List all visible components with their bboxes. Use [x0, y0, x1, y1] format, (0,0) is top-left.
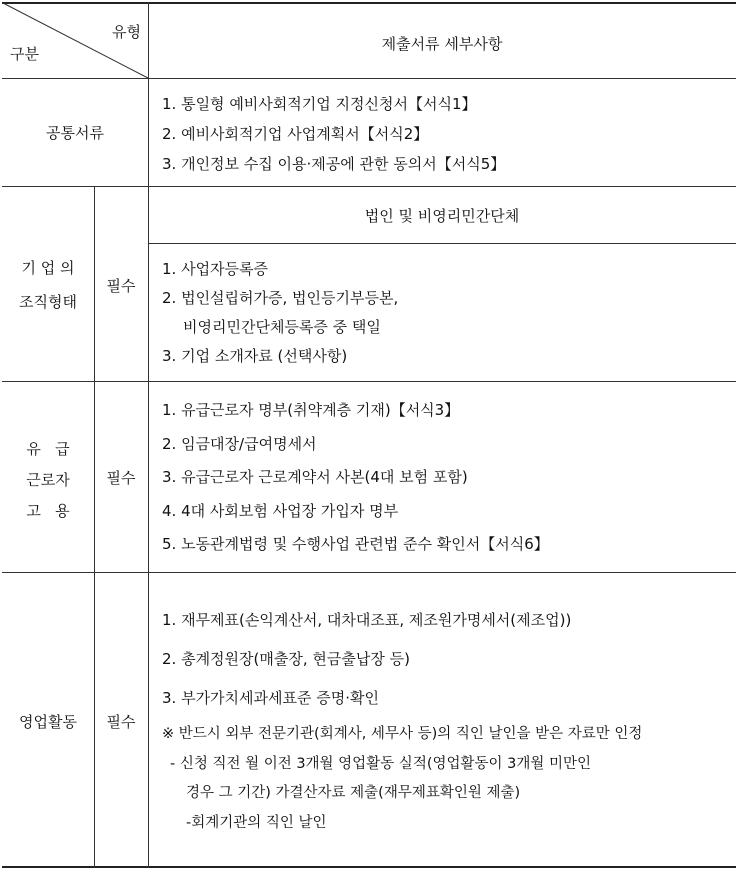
employment-label-line2: 근로자 [26, 471, 70, 489]
list-item: 1. 통일형 예비사회적기업 지정신청서【서식1】 [162, 95, 477, 113]
employment-required: 필수 [106, 469, 136, 487]
list-item: 5. 노동관계법령 및 수행사업 관련법 준수 확인서【서식6】 [162, 535, 549, 553]
type-label: 유형 [112, 23, 141, 41]
business-sub-note: - 신청 직전 월 이전 3개월 영업활동 실적(영업활동이 3개월 미만인 [170, 756, 591, 772]
business-note: ※ 반드시 외부 전문기관(회계사, 세무사 등)의 직인 날인을 받은 자료만 인정 [162, 726, 643, 742]
org-subheader: 법인 및 비영리민간단체 [364, 207, 520, 225]
business-required: 필수 [106, 713, 136, 731]
employment-label-line3: 고 용 [26, 502, 70, 520]
business-sub-note: -회계기관의 직인 날인 [186, 815, 327, 831]
list-item: 4. 4대 사회보험 사업장 가입자 명부 [162, 502, 399, 520]
list-item: 3. 개인정보 수집 이용·제공에 관한 동의서【서식5】 [162, 155, 506, 173]
list-item: 3. 기업 소개자료 (선택사항) [162, 347, 348, 365]
list-item: 1. 재무제표(손익계산서, 대차대조표, 제조원가명세서(제조업)) [162, 611, 572, 629]
common-label: 공통서류 [46, 124, 104, 142]
list-item: 2. 예비사회적기업 사업계획서【서식2】 [162, 125, 429, 143]
list-item: 1. 유급근로자 명부(취약계층 기재)【서식3】 [162, 401, 460, 419]
list-item: 2. 총계정원장(매출장, 현금출납장 등) [162, 650, 410, 668]
employment-label-line1: 유 급 [26, 440, 70, 458]
list-item: 3. 부가가치세과세표준 증명·확인 [162, 689, 379, 707]
list-item: 3. 유급근로자 근로계약서 사본(4대 보험 포함) [162, 468, 468, 486]
list-item: 2. 임금대장/급여명세서 [162, 435, 317, 453]
org-label-line2: 조직형태 [19, 293, 77, 311]
org-required: 필수 [106, 277, 136, 295]
list-item: 1. 사업자등록증 [162, 260, 269, 278]
business-sub-note: 경우 그 기간) 가결산자료 제출(재무제표확인원 제출) [186, 785, 521, 801]
list-item: 2. 법인설립허가증, 법인등기부등본, [162, 289, 399, 307]
detail-header: 제출서류 세부사항 [381, 35, 503, 53]
list-item: 비영리민간단체등록증 중 택일 [183, 318, 381, 336]
category-label: 구분 [10, 45, 39, 63]
org-label-line1: 기 업 의 [21, 259, 75, 277]
business-label: 영업활동 [19, 713, 77, 731]
